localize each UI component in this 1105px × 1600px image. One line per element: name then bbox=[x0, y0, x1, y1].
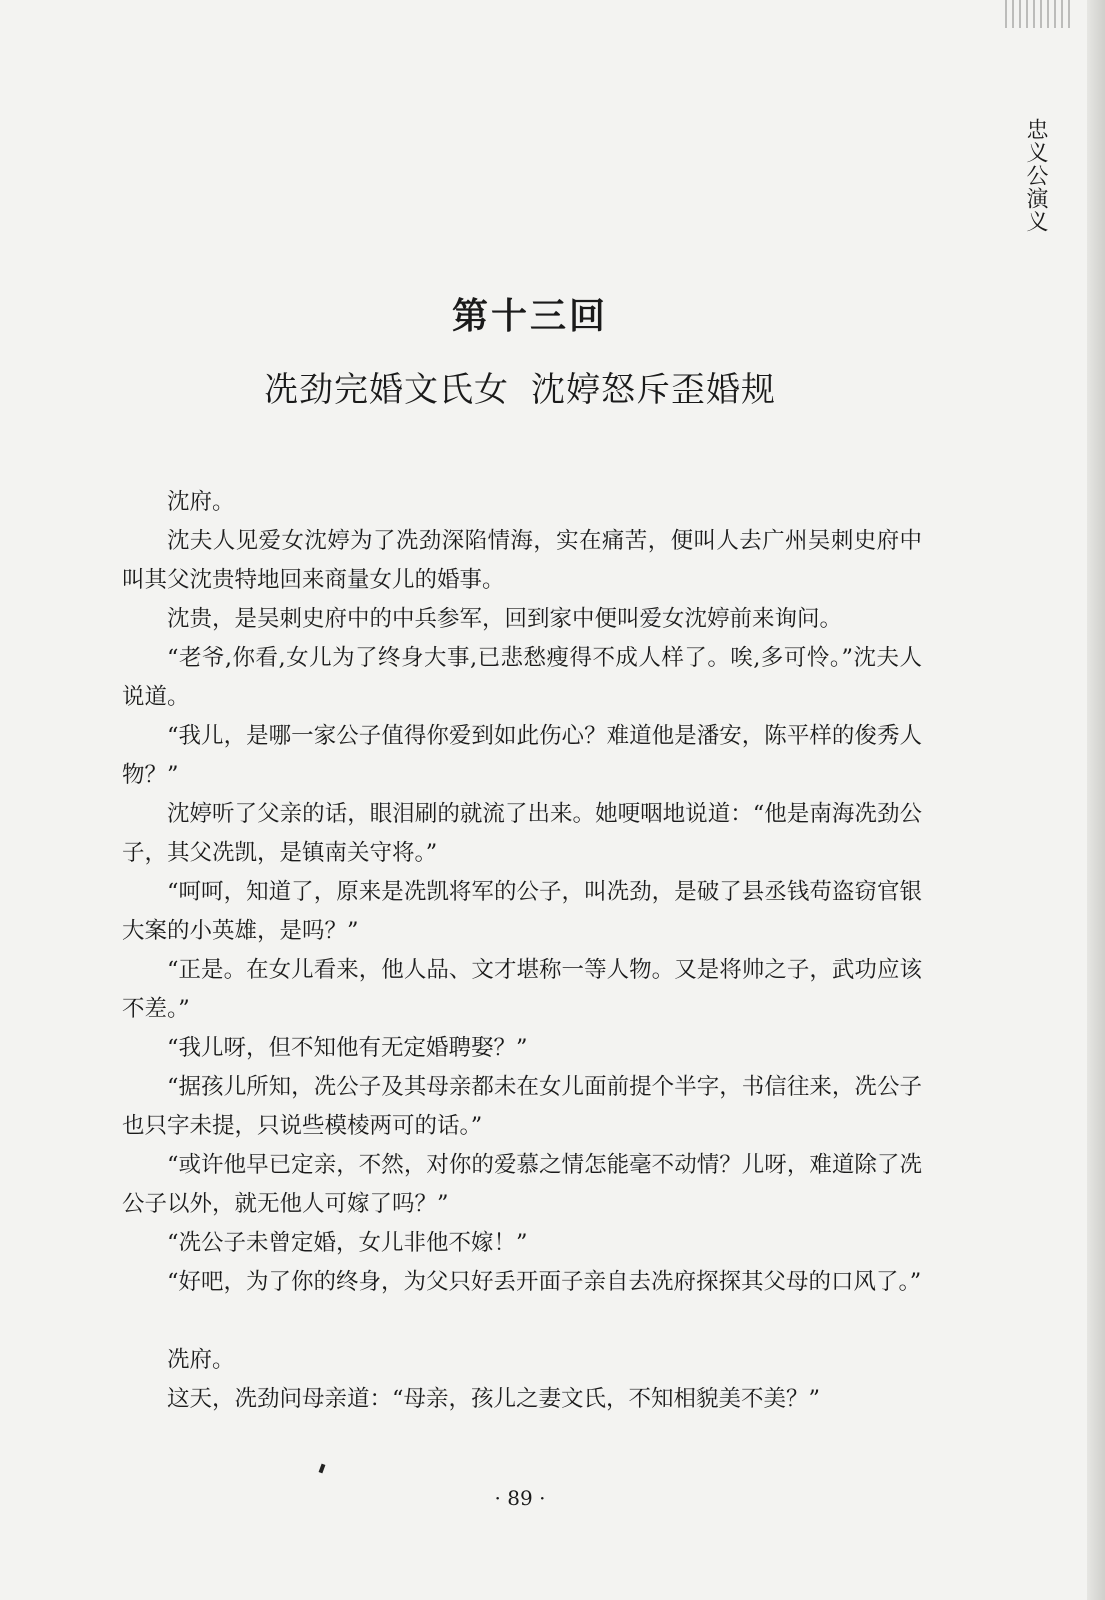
running-head: 忠义公演义 bbox=[1023, 118, 1048, 233]
paragraph: 沈婷听了父亲的话，眼泪刷的就流了出来。她哽咽地说道：“他是南海冼劲公子，其父冼凯，是镇南关守将。” bbox=[122, 801, 922, 866]
paragraph: “正是。在女儿看来，他人品、文才堪称一等人物。又是将帅之子，武功应该不差。” bbox=[122, 957, 922, 1022]
paragraph: “冼公子未曾定婚，女儿非他不嫁！” bbox=[167, 1230, 528, 1256]
chapter-number: 第十三回 bbox=[451, 295, 608, 337]
paragraph: 这天，冼劲问母亲道：“母亲，孩儿之妻文氏，不知相貌美不美？” bbox=[167, 1386, 821, 1412]
chapter-title-part1: 冼劲完婚文氏女 bbox=[264, 370, 509, 410]
paragraph: “老爷,你看,女儿为了终身大事,已悲愁瘦得不成人样了。唉,多可怜。”沈夫人说道。 bbox=[122, 645, 922, 710]
paragraph: “我儿，是哪一家公子值得你爱到如此伤心？难道他是潘安，陈平样的俊秀人物？” bbox=[122, 723, 922, 788]
paragraph: “据孩儿所知，冼公子及其母亲都未在女儿面前提个半字，书信往来，冼公子也只字未提，只说些模棱两可的话。” bbox=[122, 1074, 922, 1139]
paragraph: “好吧，为了你的终身，为父只好丢开面子亲自去冼府探探其父母的口风了。” bbox=[167, 1269, 922, 1295]
paragraph: 冼府。 bbox=[167, 1347, 235, 1373]
chapter-title-part2: 沈婷怒斥歪婚规 bbox=[531, 370, 776, 410]
paragraph: 沈夫人见爱女沈婷为了冼劲深陷情海，实在痛苦，便叫人去广州吴刺史府中叫其父沈贵特地回来商量女儿的婚事。 bbox=[122, 528, 922, 593]
paragraph: “或许他早已定亲，不然，对你的爱慕之情怎能毫不动情？儿呀，难道除了冼公子以外，就无他人可嫁了吗？” bbox=[122, 1152, 922, 1217]
body-text bbox=[122, 483, 922, 1419]
page-number: · 89 · bbox=[494, 1486, 546, 1510]
scan-speck bbox=[319, 1464, 326, 1474]
paragraph: “呵呵，知道了，原来是冼凯将军的公子，叫冼劲，是破了县丞钱苟盗窃官银大案的小英雄，是吗？” bbox=[122, 879, 922, 944]
paragraph: 沈府。 bbox=[167, 489, 235, 515]
scan-noise bbox=[1005, 0, 1075, 28]
paragraph: 沈贵，是吴刺史府中的中兵参军，回到家中便叫爱女沈婷前来询问。 bbox=[167, 606, 843, 632]
paragraph: “我儿呀，但不知他有无定婚聘娶？” bbox=[167, 1035, 528, 1061]
page-edge bbox=[1087, 0, 1105, 1600]
chapter-title bbox=[0, 362, 1040, 411]
scene-break bbox=[122, 1302, 922, 1341]
